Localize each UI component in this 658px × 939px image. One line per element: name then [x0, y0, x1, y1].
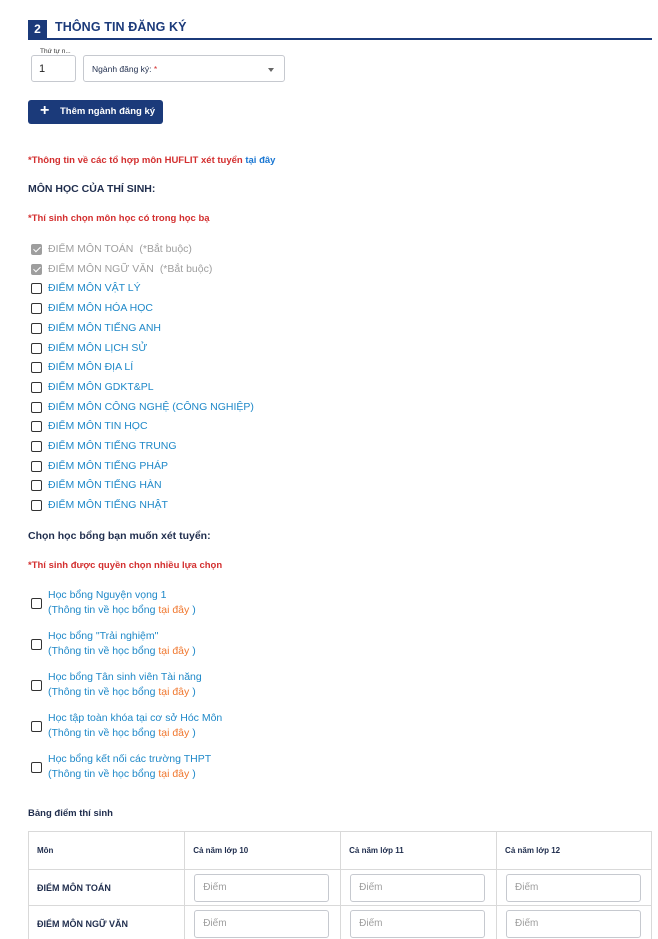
major-select-label: Ngành đăng ký: *: [92, 64, 158, 74]
chevron-down-icon[interactable]: [268, 68, 274, 72]
subject-checkbox[interactable]: [31, 480, 42, 491]
score-cell: [185, 906, 341, 939]
scholarship-option[interactable]: [31, 671, 431, 701]
scholarship-name: Học bổng kết nối các trường THPT: [48, 753, 212, 765]
plus-icon: +: [40, 102, 50, 119]
order-field-label: Thứ tự n...: [40, 48, 71, 55]
score-subject-name: ĐIỂM MÔN NGỮ VĂN: [29, 906, 185, 939]
score-input[interactable]: [194, 910, 329, 938]
subject-label: ĐIỂM MÔN VẬT LÝ: [48, 282, 141, 295]
order-field-value: 1: [39, 63, 46, 75]
scholarship-checkbox[interactable]: [31, 598, 42, 609]
section-title: THÔNG TIN ĐĂNG KÝ: [55, 20, 187, 34]
score-subject-name: ĐIỂM MÔN TOÁN: [29, 870, 185, 906]
subject-checkbox[interactable]: [31, 323, 42, 334]
scholarship-option[interactable]: [31, 589, 431, 619]
scholarship-info-link[interactable]: tại đây: [158, 768, 190, 780]
subject-checkbox[interactable]: [31, 441, 42, 452]
subject-label: ĐIỂM MÔN TIẾNG NHẬT: [48, 499, 168, 512]
subject-label: ĐIỂM MÔN HÓA HỌC: [48, 302, 154, 315]
score-input[interactable]: [350, 874, 485, 902]
subject-option[interactable]: [31, 439, 431, 455]
scholarship-name: Học bổng Tân sinh viên Tài năng: [48, 671, 202, 683]
subject-checkbox[interactable]: [31, 343, 42, 354]
score-cell: [341, 870, 497, 906]
scholarship-name: Học tập toàn khóa tại cơ sở Hóc Môn: [48, 712, 223, 724]
subject-label: ĐIỂM MÔN NGỮ VĂN (*Bắt buộc): [48, 262, 213, 275]
subject-checkbox[interactable]: [31, 244, 42, 255]
header-grade-12: Cả năm lớp 12: [497, 832, 652, 870]
score-cell: [185, 870, 341, 906]
subject-checkbox[interactable]: [31, 500, 42, 511]
order-field[interactable]: [31, 48, 76, 82]
score-input[interactable]: [350, 910, 485, 938]
scholarship-info: (Thông tin về học bổng tại đây ): [48, 645, 196, 657]
subject-checkbox[interactable]: [31, 402, 42, 413]
add-major-button[interactable]: [28, 100, 163, 124]
score-table: [28, 831, 652, 939]
scholarship-info-link[interactable]: tại đây: [158, 645, 190, 657]
subject-option[interactable]: [31, 498, 431, 514]
subjects-note: *Thí sinh chọn môn học có trong học bạ: [28, 213, 210, 224]
subject-option[interactable]: [31, 242, 431, 258]
scholarship-checkbox[interactable]: [31, 762, 42, 773]
subject-label: ĐIỂM MÔN TIẾNG PHÁP: [48, 459, 168, 472]
scholarship-option[interactable]: [31, 712, 431, 742]
scholarship-info-link[interactable]: tại đây: [158, 686, 190, 698]
section-header: [28, 18, 652, 40]
subject-checkbox[interactable]: [31, 283, 42, 294]
subject-checkbox[interactable]: [31, 362, 42, 373]
scholarship-info: (Thông tin về học bổng tại đây ): [48, 768, 196, 780]
scholarship-name: Học bổng "Trải nghiệm": [48, 630, 159, 642]
subject-checkbox[interactable]: [31, 303, 42, 314]
subject-option[interactable]: [31, 478, 431, 494]
score-input[interactable]: [194, 874, 329, 902]
header-grade-10: Cả năm lớp 10: [185, 832, 341, 870]
subject-label: ĐIỂM MÔN GDKT&PL: [48, 380, 154, 393]
section-number: 2: [28, 20, 47, 39]
required-asterisk: *: [153, 64, 158, 74]
table-row: [29, 870, 652, 906]
subject-checkbox[interactable]: [31, 264, 42, 275]
subject-label: ĐIỂM MÔN TOÁN (*Bắt buộc): [48, 243, 192, 255]
scholarship-checkbox[interactable]: [31, 721, 42, 732]
score-cell: [341, 906, 497, 939]
subject-option[interactable]: [31, 419, 431, 435]
scholarship-note: *Thí sinh được quyền chọn nhiều lựa chọn: [28, 560, 223, 571]
score-input[interactable]: [506, 874, 641, 902]
score-table-header-row: [29, 832, 652, 870]
subject-option[interactable]: [31, 281, 431, 297]
scholarship-option[interactable]: [31, 753, 431, 783]
subject-option[interactable]: [31, 400, 431, 416]
score-input[interactable]: [506, 910, 641, 938]
subject-label: ĐIỂM MÔN TIẾNG ANH: [48, 321, 161, 334]
header-grade-11: Cả năm lớp 11: [341, 832, 497, 870]
mandatory-tag: (*Bắt buộc): [139, 243, 192, 255]
subject-option[interactable]: [31, 321, 431, 337]
subject-checkbox[interactable]: [31, 382, 42, 393]
subject-option[interactable]: [31, 360, 431, 376]
subject-option[interactable]: [31, 301, 431, 317]
scholarship-info-link[interactable]: tại đây: [158, 604, 190, 616]
scholarship-checkbox[interactable]: [31, 639, 42, 650]
subject-option[interactable]: [31, 341, 431, 357]
subject-label: ĐIỂM MÔN ĐỊA LÍ: [48, 361, 134, 374]
scholarship-info: (Thông tin về học bổng tại đây ): [48, 686, 196, 698]
table-row: [29, 906, 652, 939]
combo-note: *Thông tin về các tổ hợp môn HUFLIT xét tuyển tại đây: [28, 155, 276, 166]
score-cell: [497, 906, 652, 939]
score-cell: [497, 870, 652, 906]
subject-option[interactable]: [31, 459, 431, 475]
subject-label: ĐIỂM MÔN TIẾNG HÀN: [48, 479, 162, 492]
major-select[interactable]: [83, 55, 285, 82]
scholarship-heading: Chọn học bổng bạn muốn xét tuyển:: [28, 530, 211, 542]
scholarship-info: (Thông tin về học bổng tại đây ): [48, 727, 196, 739]
subjects-heading: MÔN HỌC CỦA THÍ SINH:: [28, 183, 156, 195]
subject-checkbox[interactable]: [31, 461, 42, 472]
subject-option[interactable]: [31, 380, 431, 396]
add-major-button-label: Thêm ngành đăng ký: [60, 106, 156, 117]
scholarship-option[interactable]: [31, 630, 431, 660]
scholarship-checkbox[interactable]: [31, 680, 42, 691]
scholarship-name: Học bổng Nguyện vọng 1: [48, 589, 167, 601]
subject-label: ĐIỂM MÔN LỊCH SỬ: [48, 341, 148, 354]
subject-option[interactable]: [31, 262, 431, 278]
combo-info-link[interactable]: tại đây: [245, 155, 276, 166]
mandatory-tag: (*Bắt buộc): [159, 262, 213, 275]
subject-label: ĐIỂM MÔN TIẾNG TRUNG: [48, 440, 177, 452]
subject-label: ĐIỂM MÔN CÔNG NGHỆ (CÔNG NGHIỆP): [48, 400, 254, 413]
score-table-title: Bảng điểm thí sinh: [28, 808, 113, 819]
subject-checkbox[interactable]: [31, 421, 42, 432]
header-subject: Môn: [29, 832, 185, 870]
scholarship-info-link[interactable]: tại đây: [158, 727, 190, 739]
subject-label: ĐIỂM MÔN TIN HỌC: [48, 420, 148, 433]
scholarship-info: (Thông tin về học bổng tại đây ): [48, 604, 196, 616]
